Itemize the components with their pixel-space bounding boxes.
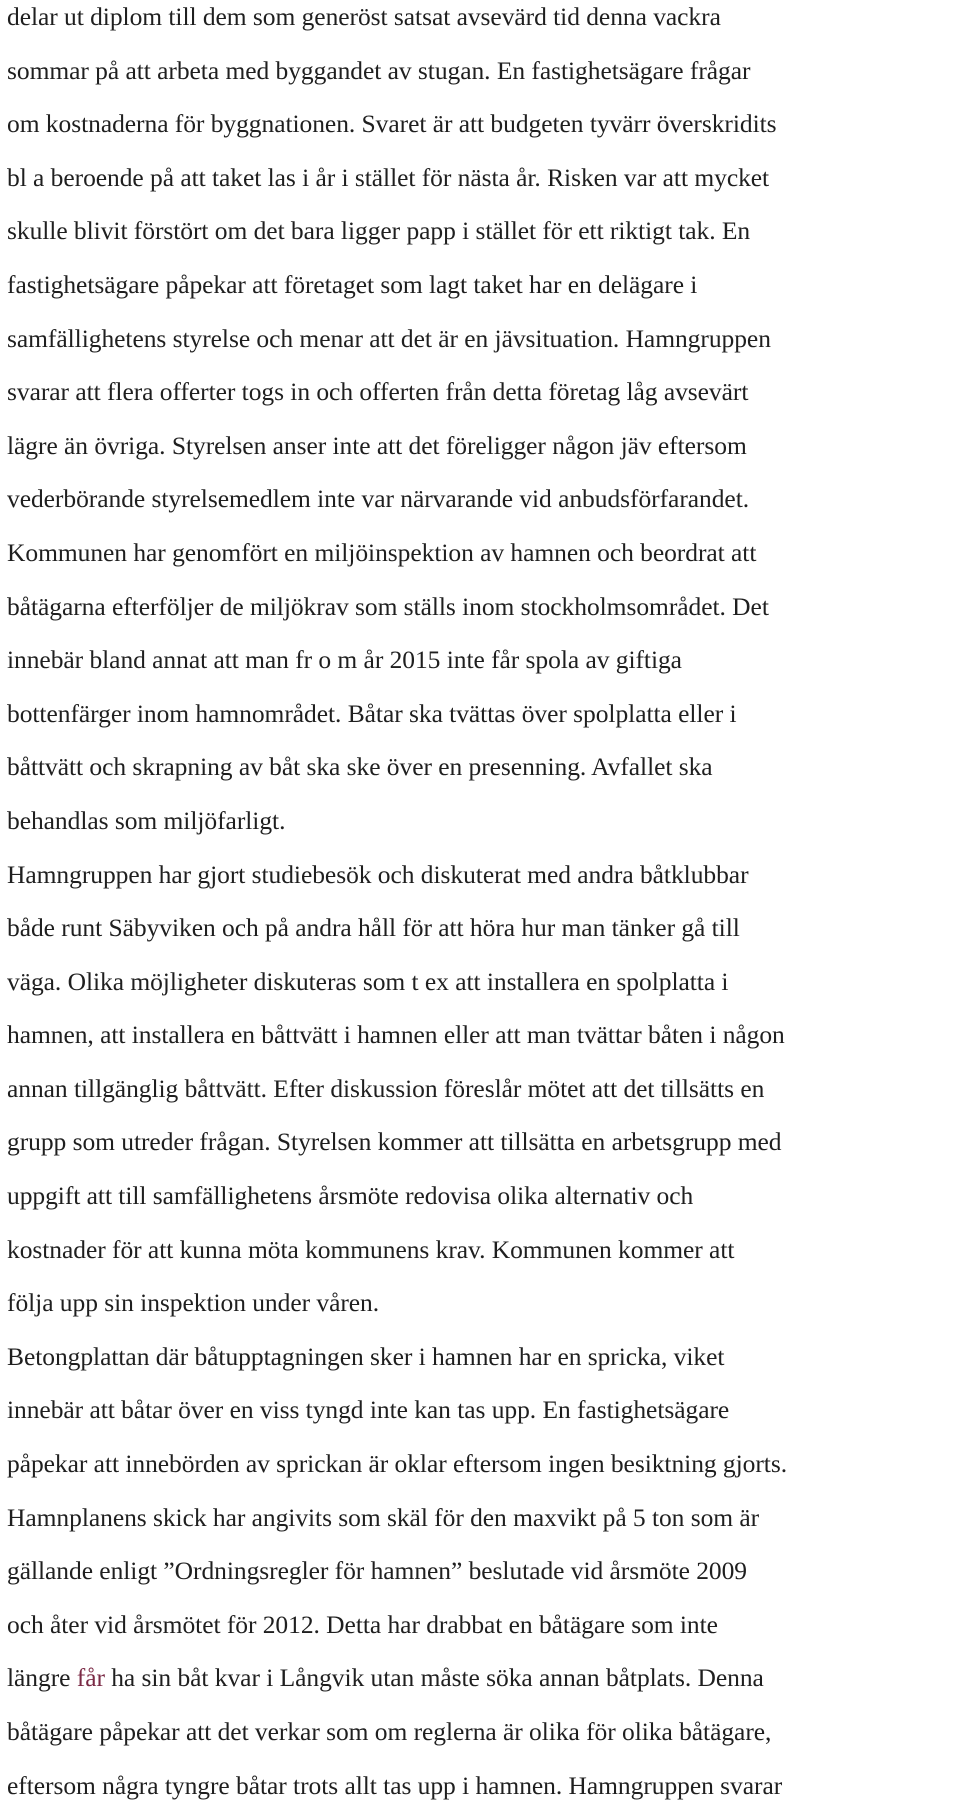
text-line: annan tillgänglig båttvätt. Efter diskussion föreslår mötet att det tillsätts en (7, 1073, 765, 1103)
text-line: eftersom några tyngre båtar trots allt tas upp i hamnen. Hamngruppen svarar (7, 1770, 783, 1800)
text-line: sommar på att arbeta med byggandet av stugan. En fastighetsägare frågar (7, 55, 751, 85)
text-line: uppgift att till samfällighetens årsmöte redovisa olika alternativ och (7, 1181, 694, 1211)
text-line: påpekar att innebörden av sprickan är oklar eftersom ingen besiktning gjorts. (7, 1449, 788, 1479)
text-segment: längre (7, 1663, 77, 1693)
text-line: fastighetsägare påpekar att företaget som lagt taket har en delägare i (7, 269, 698, 299)
text-line: delar ut diplom till dem som generöst satsat avsevärd tid denna vackra (7, 2, 721, 31)
text-line: båtägare påpekar att det verkar som om reglerna är olika för olika båtägare, (7, 1717, 772, 1746)
text-line: innebär bland annat att man fr o m år 2015 inte får spola av giftiga (7, 645, 682, 675)
text-line: Kommunen har genomfört en miljöinspektion av hamnen och beordrat att (7, 537, 757, 567)
text-line: vederbörande styrelsemedlem inte var närvarande vid anbudsförfarandet. (7, 484, 750, 514)
text-line: både runt Säbyviken och på andra håll för att höra hur man tänker gå till (7, 913, 740, 943)
text-line: grupp som utreder frågan. Styrelsen kommer att tillsätta en arbetsgrupp med (7, 1127, 782, 1157)
text-line: Hamnplanens skick har angivits som skäl för den maxvikt på 5 ton som är (7, 1502, 760, 1532)
text-line: väga. Olika möjligheter diskuteras som t ex att installera en spolplatta i (7, 966, 729, 996)
text-line: hamnen, att installera en båttvätt i hamnen eller att man tvättar båten i någon (7, 1020, 785, 1050)
text-line: kostnader för att kunna möta kommunens krav. Kommunen kommer att (7, 1234, 735, 1264)
text-line: om kostnaderna för byggnationen. Svaret är att budgeten tyvärr överskridits (7, 109, 777, 139)
text-line: gällande enligt ”Ordningsregler för hamnen” beslutade vid årsmöte 2009 (7, 1556, 748, 1586)
highlighted-word: får (76, 1663, 105, 1693)
text-line: Betongplattan där båtupptagningen sker i hamnen har en spricka, viket (7, 1341, 725, 1371)
text-line: bl a beroende på att taket las i år i stället för nästa år. Risken var att mycket (7, 162, 770, 192)
text-line: skulle blivit förstört om det bara ligger papp i stället för ett riktigt tak. En (7, 216, 751, 246)
document-page (7, 0, 959, 1812)
text-line-highlight (7, 1651, 959, 1705)
text-segment: ha sin båt kvar i Långvik utan måste söka annan båtplats. Denna (104, 1663, 764, 1693)
text-line: samfällighetens styrelse och menar att det är en jävsituation. Hamngruppen (7, 323, 771, 353)
text-line: Hamngruppen har gjort studiebesök och diskuterat med andra båtklubbar (7, 859, 749, 889)
text-line: följa upp sin inspektion under våren. (7, 1288, 380, 1318)
text-line: bottenfärger inom hamnområdet. Båtar ska tvättas över spolplatta eller i (7, 698, 737, 728)
text-line: svarar att flera offerter togs in och offerten från detta företag låg avsevärt (7, 377, 749, 407)
text-line: båtägarna efterföljer de miljökrav som ställs inom stockholmsområdet. Det (7, 591, 769, 621)
text-line: behandlas som miljöfarligt. (7, 805, 286, 835)
text-line: innebär att båtar över en viss tyngd inte kan tas upp. En fastighetsägare (7, 1395, 730, 1425)
text-line: och åter vid årsmötet för 2012. Detta har drabbat en båtägare som inte (7, 1609, 718, 1639)
text-line: båttvätt och skrapning av båt ska ske över en presenning. Avfallet ska (7, 752, 713, 782)
text-line: lägre än övriga. Styrelsen anser inte att det föreligger någon jäv eftersom (7, 430, 747, 460)
